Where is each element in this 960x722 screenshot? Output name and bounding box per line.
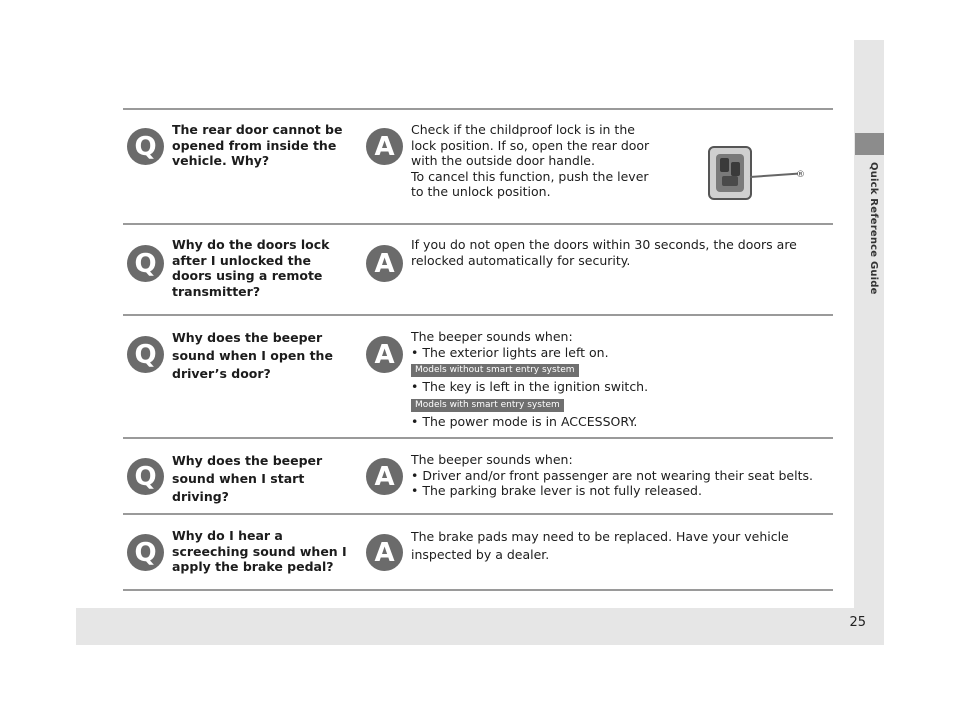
- question-text: The rear door cannot be opened from inside the vehicle. Why?: [172, 122, 343, 168]
- question-icon: Q: [127, 336, 164, 373]
- divider: [123, 437, 833, 439]
- question-icon: Q: [127, 128, 164, 165]
- answer-line: lock position. If so, open the rear door: [411, 137, 650, 153]
- bullet-item: • The parking brake lever is not fully released.: [411, 483, 831, 499]
- answer-line: relocked automatically for security.: [411, 252, 631, 268]
- answer-intro: The beeper sounds when:: [411, 329, 573, 344]
- section-tab: [855, 133, 884, 155]
- divider: [123, 589, 833, 591]
- answer-text: [411, 329, 831, 429]
- answer-line: to the unlock position.: [411, 184, 551, 199]
- model-tag: Models with smart entry system: [411, 399, 564, 412]
- answer-icon: A: [366, 458, 403, 495]
- answer-intro: The beeper sounds when:: [411, 452, 573, 467]
- divider: [123, 314, 833, 316]
- section-label: Quick Reference Guide: [868, 162, 879, 295]
- question-icon: Q: [127, 534, 164, 571]
- answer-icon: A: [366, 336, 403, 373]
- answer-line: with the outside door handle.: [411, 153, 595, 168]
- childproof-lock-illustration: [708, 146, 752, 200]
- page-number: 25: [849, 615, 866, 630]
- answer-text: [411, 122, 671, 200]
- question-icon: Q: [127, 458, 164, 495]
- divider: [123, 223, 833, 225]
- question-text: Why do the doors lock after I unlocked the doors using a remote transmitter?: [172, 237, 330, 299]
- answer-line: inspected by a dealer.: [411, 547, 550, 562]
- answer-line: Check if the childproof lock is in the: [411, 122, 635, 137]
- answer-line: To cancel this function, push the lever: [411, 168, 649, 184]
- lock-switch-icon: [710, 148, 750, 198]
- callout-mark: ®: [796, 170, 805, 180]
- answer-icon: A: [366, 128, 403, 165]
- question-icon: Q: [127, 245, 164, 282]
- divider: [123, 513, 833, 515]
- answer-line: If you do not open the doors within 30 seconds, the doors are: [411, 237, 797, 252]
- question-text: Why does the beeper sound when I start driving?: [172, 453, 323, 504]
- answer-text: [411, 528, 831, 564]
- answer-text: [411, 237, 831, 268]
- answer-icon: A: [366, 534, 403, 571]
- question-text: Why does the beeper sound when I open the driver’s door?: [172, 330, 333, 381]
- bullet-item: • The power mode is in ACCESSORY.: [411, 414, 831, 430]
- answer-line: The brake pads may need to be replaced. Have your vehicle: [411, 529, 789, 544]
- answer-text: [411, 452, 831, 499]
- question-text: Why do I hear a screeching sound when I apply the brake pedal?: [172, 528, 347, 574]
- bullet-item: • The exterior lights are left on.: [411, 345, 831, 361]
- bullet-item: • The key is left in the ignition switch.: [411, 379, 831, 395]
- model-tag: Models without smart entry system: [411, 364, 579, 377]
- bullet-item: • Driver and/or front passenger are not wearing their seat belts.: [411, 468, 831, 484]
- divider: [123, 108, 833, 110]
- answer-icon: A: [366, 245, 403, 282]
